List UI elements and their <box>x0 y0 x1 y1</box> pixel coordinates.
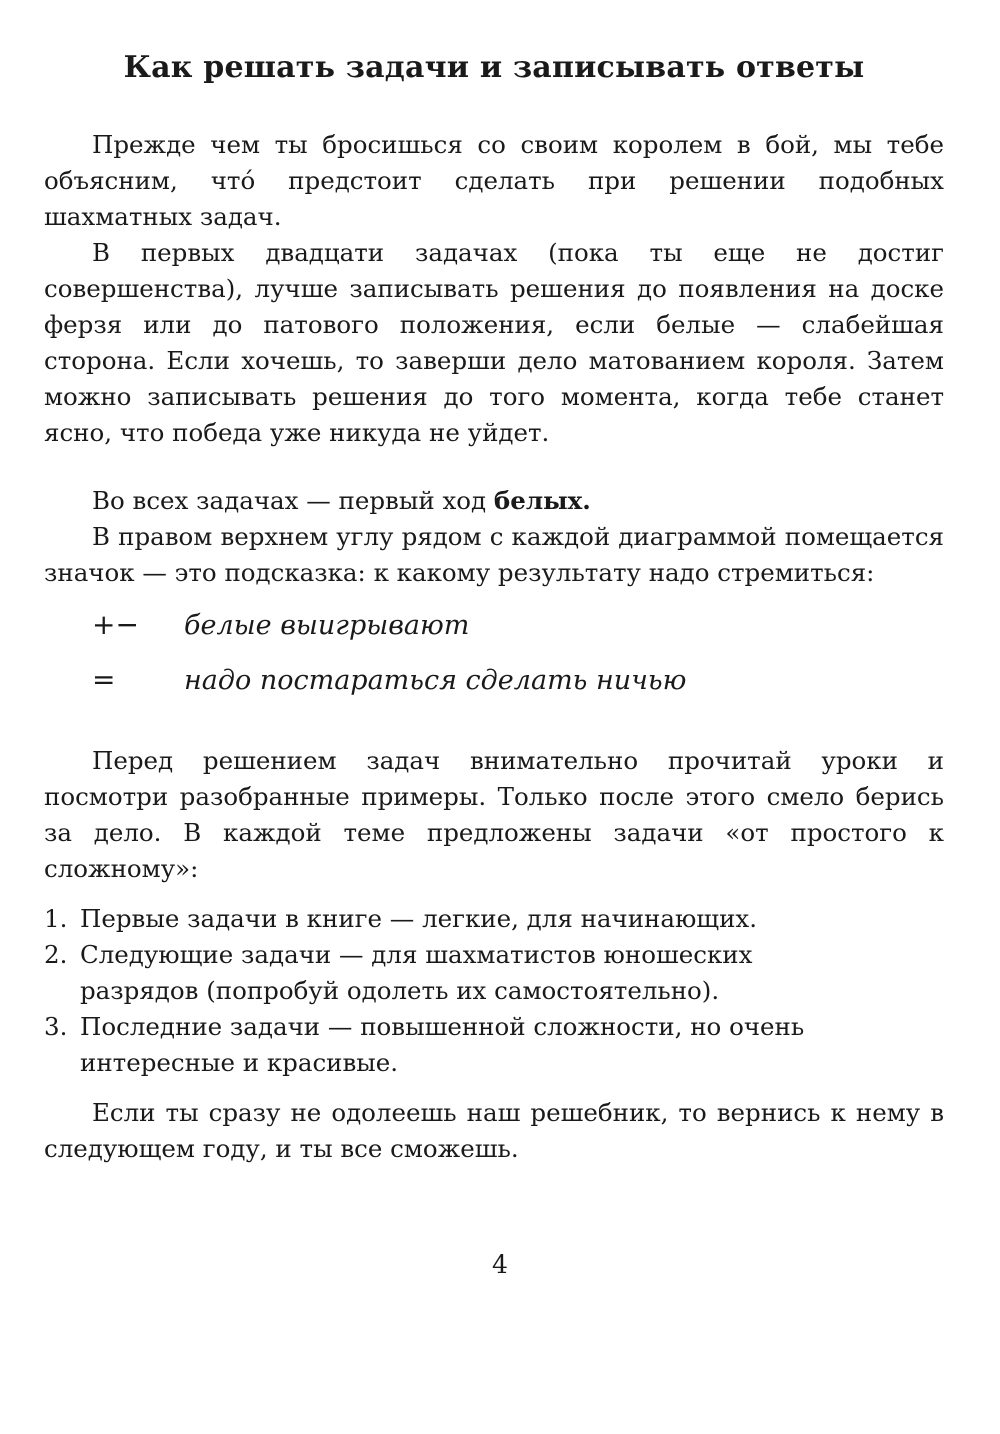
list-text <box>80 1009 944 1081</box>
list-number: 3. <box>44 1012 68 1041</box>
first-move-bold: белых. <box>493 486 591 515</box>
hint-text-draw: надо постараться сделать ничью <box>184 665 687 696</box>
list-line: интересные и красивые. <box>80 1048 399 1077</box>
list-text <box>80 937 944 1009</box>
page-number: 4 <box>492 1250 508 1279</box>
list-line: Следующие задачи — для шахматистов юношеских <box>80 940 753 969</box>
hint-symbol-draw: = <box>92 663 116 696</box>
spacer <box>44 887 944 901</box>
hint-intro-paragraph: В правом верхнем углу рядом с каждой диаграммой помещается значок — это подсказка: к какому результату надо стремиться: <box>44 522 944 587</box>
list-line: Первые задачи в книге — легкие, для начинающих. <box>80 904 758 933</box>
list-item <box>44 1009 944 1081</box>
list-text <box>80 901 944 937</box>
hint-row-draw <box>44 662 944 699</box>
hint-text-win: белые выигрывают <box>184 610 470 641</box>
before-solving-paragraph: Перед решением задач внимательно прочитай уроки и посмотри разобранные примеры. Только после этого смело берись за дело. В каждой теме предложены задачи «от простого к сложному»: <box>44 746 944 883</box>
list-number: 1. <box>44 904 68 933</box>
closing-paragraph: Если ты сразу не одолеешь наш решебник, то вернись к нему в следующем году, и ты все сможешь. <box>44 1098 944 1163</box>
spacer <box>44 699 944 743</box>
document-page <box>44 50 944 1167</box>
first-move-text: Во всех задачах — первый ход <box>92 486 494 515</box>
list-line: разрядов (попробуй одолеть их самостоятельно). <box>80 976 720 1005</box>
intro-paragraph: Прежде чем ты бросишься со своим королем в бой, мы тебе объясним, что́ предстоит сделать при решении подобных шахматных задач. <box>44 130 944 231</box>
list-item <box>44 937 944 1009</box>
spacer <box>44 591 944 607</box>
rules-paragraph: В первых двадцати задачах (пока ты еще не достиг совершенства), лучше записывать решения до появления на доске ферзя или до патового положения, если белые — слабейшая сторона. Если хочешь, то заверши дело матованием короля. Затем можно записывать решения до того момента, когда тебе станет ясно, что победа уже никуда не уйдет. <box>44 238 944 447</box>
list-item <box>44 901 944 937</box>
first-move-paragraph <box>44 483 944 519</box>
list-number: 2. <box>44 940 68 969</box>
hint-row-win <box>44 607 944 644</box>
page-title: Как решать задачи и записывать ответы <box>123 50 865 85</box>
list-line: Последние задачи — повышенной сложности, но очень <box>80 1012 805 1041</box>
hint-symbol-win: +− <box>92 608 139 641</box>
spacer <box>44 1081 944 1095</box>
difficulty-list <box>44 901 944 1081</box>
spacer <box>44 451 944 483</box>
